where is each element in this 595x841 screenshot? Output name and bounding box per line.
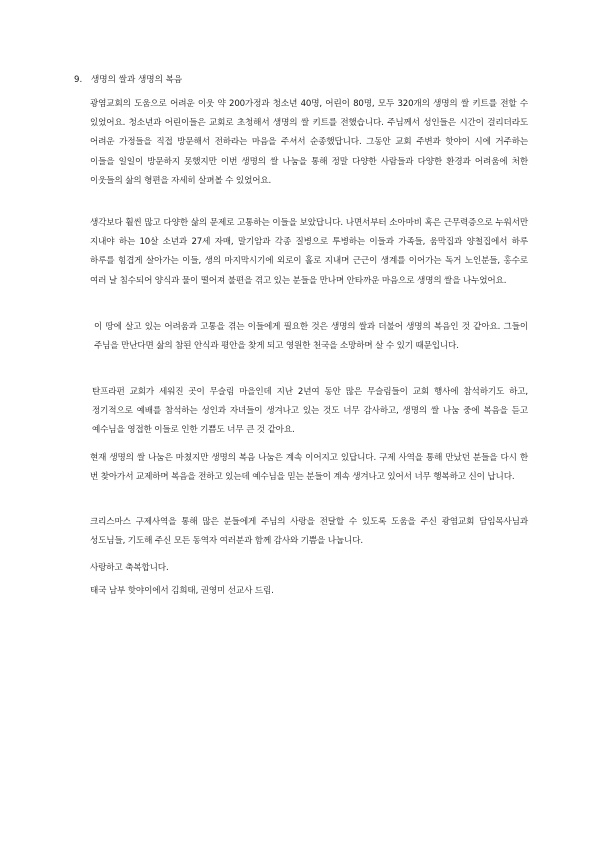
- paragraph-rice-kits: 광염교회의 도움으로 어려운 이웃 약 200가정과 청소년 40명, 어린이 80명, 모두 320개의 생명의 쌀 키트를 전할 수 있었어요. 청소년과 어린이들은 교회로 초청해서 생명의 쌀 키트를 전했습니다. 주님께서 성인들은 시간이 걸리더라도 어려운 가정들을 직접 방문해서 전하라는 마음을 주셔서 순종했답니다. 그동안 교회 주변과 핫야이 시에 거주하는 이들을 일일이 방문하지 못했지만 이번 생명의 쌀 나눔을 통해 정말 다양한 사람들과 다양한 환경과 어려움에 처한 이웃들의 삶의 형편을 자세히 살펴볼 수 있었어요.: [90, 99, 528, 186]
- section-number: 9.: [74, 75, 83, 85]
- paragraph-signature: 태국 남부 핫야이에서 김희태, 권영미 선교사 드림.: [90, 586, 274, 596]
- section-heading: [74, 74, 182, 86]
- paragraph-ongoing-gospel: 현재 생명의 쌀 나눔은 마쳤지만 생명의 복음 나눔은 계속 이어지고 있답니다. 구제 사역을 통해 만났던 분들을 다시 한 번 찾아가서 교제하며 복음을 전하고 있는데 예수님을 믿는 분들이 계속 생겨나고 있어서 너무 행복하고 신이 납니다.: [90, 453, 528, 483]
- paragraph-church-village: 탄프라펀 교회가 세워진 곳이 무슬림 마을인데 지난 2년여 동안 많은 무슬림들이 교회 행사에 참석하기도 하고, 정기적으로 예배를 참석하는 성인과 자녀들이 생겨나고 있는 것도 너무 감사하고, 생명의 쌀 나눔 중에 복음을 듣고 예수님을 영접한 이들로 인한 기쁨도 너무 큰 것 같아요.: [92, 387, 528, 436]
- section-title: 생명의 쌀과 생명의 복음: [91, 75, 183, 85]
- paragraph-suffering-neighbors: 생각보다 훨씬 많고 다양한 삶의 문제로 고통하는 이들을 보았답니다. 나면서부터 소아마비 혹은 근무력증으로 누워서만 지내야 하는 10살 소년과 27세 자매, 말기암과 각종 질병으로 투병하는 이들과 가족들, 움막집과 양철집에서 하루 하루를 힘겹게 살아가는 이들, 생의 마지막시기에 외로이 홀로 지내며 근근이 생계를 이어가는 독거 노인분들, 홍수로 여러 날 침수되어 양식과 물이 떨어져 불편을 겪고 있는 분들을 만나며 안타까운 마음으로 생명의 쌀을 나누었어요.: [90, 218, 528, 286]
- paragraph-blessing: 사랑하고 축복합니다.: [90, 563, 169, 573]
- paragraph-thanks: 크리스마스 구제사역을 통해 많은 분들에게 주님의 사랑을 전달할 수 있도록 도움을 주신 광염교회 담임목사님과 성도님들, 기도해 주신 모든 동역자 여러분과 함께 감사와 기쁨을 나눕니다.: [90, 517, 528, 547]
- paragraph-need-for-gospel: 이 땅에 살고 있는 어려움과 고통을 겪는 이들에게 필요한 것은 생명의 쌀과 더불어 생명의 복음인 것 같아요. 그들이 주님을 만난다면 삶의 참된 안식과 평안을 찾게 되고 영원한 천국을 소망하며 살 수 있기 때문입니다.: [94, 322, 528, 352]
